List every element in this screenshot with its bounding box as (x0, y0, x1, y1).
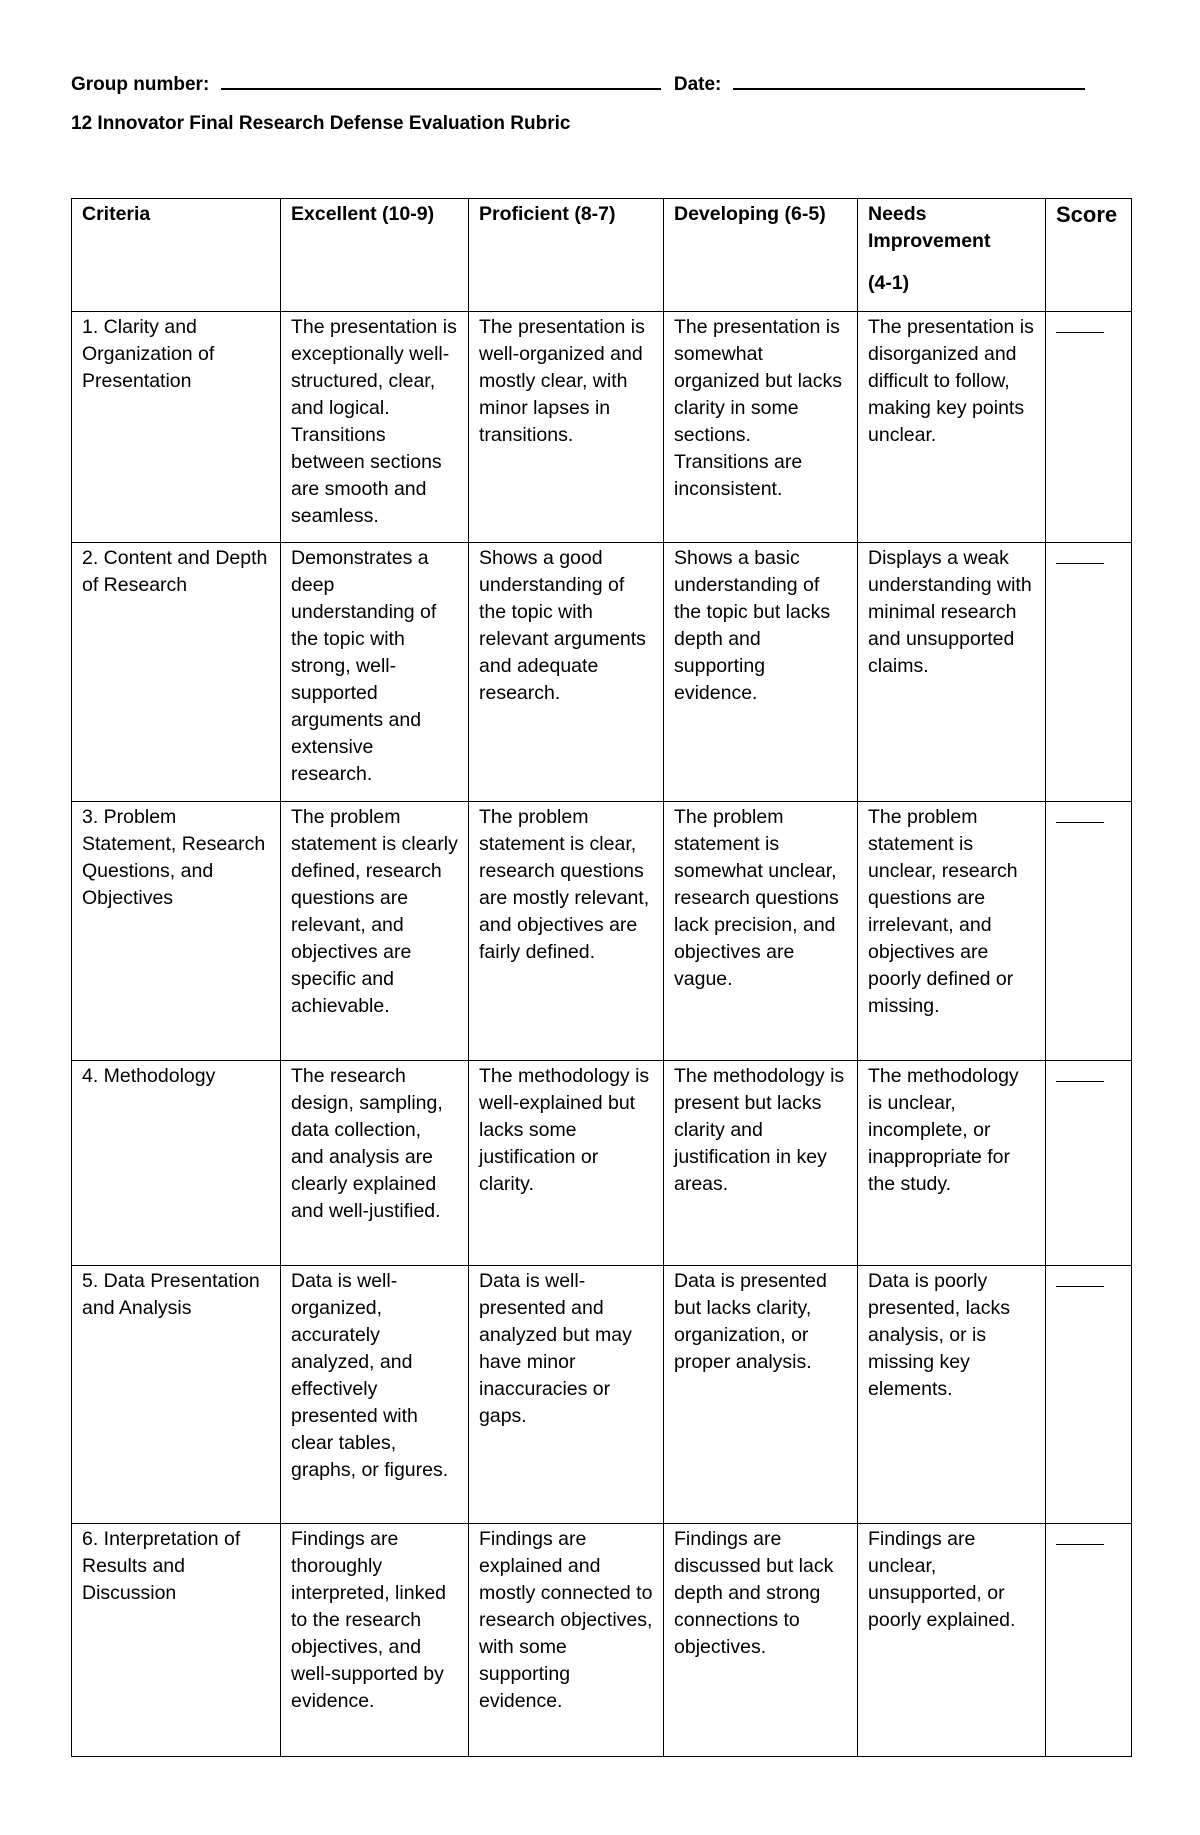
criteria-cell: 4. Methodology (72, 1061, 281, 1266)
excellent-cell: Demonstrates a deep understanding of the topic with strong, well-supported arguments and extensive research. (281, 543, 469, 802)
developing-cell: Findings are discussed but lack depth and strong connections to objectives. (664, 1524, 858, 1757)
needs-improvement-cell: Displays a weak understanding with minimal research and unsupported claims. (858, 543, 1046, 802)
needs-improvement-label: Needs Improvement (868, 203, 991, 252)
date-label: Date: (673, 74, 722, 95)
col-header-excellent: Excellent (10-9) (281, 199, 469, 312)
needs-improvement-range: (4-1) (868, 272, 910, 294)
col-header-needs-improvement (858, 199, 1046, 312)
col-header-score: Score (1046, 199, 1132, 312)
score-cell[interactable] (1046, 543, 1132, 802)
header-fields (71, 72, 1085, 96)
developing-cell: The problem statement is somewhat unclear, research questions lack precision, and objectives are vague. (664, 802, 858, 1061)
table-row (72, 1266, 1132, 1524)
excellent-cell: Findings are thoroughly interpreted, linked to the research objectives, and well-supported by evidence. (281, 1524, 469, 1757)
excellent-cell: The presentation is exceptionally well-structured, clear, and logical. Transitions between sections are smooth and seamless. (281, 312, 469, 543)
criteria-cell: 1. Clarity and Organization of Presentation (72, 312, 281, 543)
criteria-cell: 2. Content and Depth of Research (72, 543, 281, 802)
excellent-cell: The research design, sampling, data collection, and analysis are clearly explained and well-justified. (281, 1061, 469, 1266)
page-title: 12 Innovator Final Research Defense Evaluation Rubric (71, 113, 571, 134)
excellent-cell: The problem statement is clearly defined, research questions are relevant, and objectives are specific and achievable. (281, 802, 469, 1061)
date-field[interactable] (733, 72, 1085, 90)
developing-cell: Shows a basic understanding of the topic but lacks depth and supporting evidence. (664, 543, 858, 802)
score-blank[interactable] (1056, 318, 1104, 333)
score-cell[interactable] (1046, 312, 1132, 543)
proficient-cell: Shows a good understanding of the topic with relevant arguments and adequate research. (469, 543, 664, 802)
group-number-label: Group number: (71, 74, 210, 95)
group-number-field[interactable] (221, 72, 661, 90)
needs-improvement-cell: Data is poorly presented, lacks analysis, or is missing key elements. (858, 1266, 1046, 1524)
score-blank[interactable] (1056, 549, 1104, 564)
col-header-criteria: Criteria (72, 199, 281, 312)
table-row (72, 802, 1132, 1061)
needs-improvement-cell: The problem statement is unclear, research questions are irrelevant, and objectives are poorly defined or missing. (858, 802, 1046, 1061)
needs-improvement-cell: The presentation is disorganized and difficult to follow, making key points unclear. (858, 312, 1046, 543)
needs-improvement-cell: Findings are unclear, unsupported, or poorly explained. (858, 1524, 1046, 1757)
score-blank[interactable] (1056, 808, 1104, 823)
proficient-cell: The methodology is well-explained but lacks some justification or clarity. (469, 1061, 664, 1266)
developing-cell: The methodology is present but lacks clarity and justification in key areas. (664, 1061, 858, 1266)
proficient-cell: The presentation is well-organized and mostly clear, with minor lapses in transitions. (469, 312, 664, 543)
score-cell[interactable] (1046, 1061, 1132, 1266)
developing-cell: Data is presented but lacks clarity, organization, or proper analysis. (664, 1266, 858, 1524)
criteria-cell: 5. Data Presentation and Analysis (72, 1266, 281, 1524)
score-blank[interactable] (1056, 1067, 1104, 1082)
excellent-cell: Data is well-organized, accurately analyzed, and effectively presented with clear tables, graphs, or figures. (281, 1266, 469, 1524)
criteria-cell: 6. Interpretation of Results and Discussion (72, 1524, 281, 1757)
rubric-table (71, 198, 1132, 1757)
score-cell[interactable] (1046, 1266, 1132, 1524)
score-cell[interactable] (1046, 802, 1132, 1061)
table-row (72, 1061, 1132, 1266)
proficient-cell: The problem statement is clear, research questions are mostly relevant, and objectives are fairly defined. (469, 802, 664, 1061)
table-row (72, 312, 1132, 543)
criteria-cell: 3. Problem Statement, Research Questions, and Objectives (72, 802, 281, 1061)
proficient-cell: Data is well-presented and analyzed but may have minor inaccuracies or gaps. (469, 1266, 664, 1524)
score-cell[interactable] (1046, 1524, 1132, 1757)
col-header-developing: Developing (6-5) (664, 199, 858, 312)
table-row (72, 1524, 1132, 1757)
score-blank[interactable] (1056, 1272, 1104, 1287)
table-row (72, 543, 1132, 802)
developing-cell: The presentation is somewhat organized but lacks clarity in some sections. Transitions are inconsistent. (664, 312, 858, 543)
proficient-cell: Findings are explained and mostly connected to research objectives, with some supporting evidence. (469, 1524, 664, 1757)
header-row (72, 199, 1132, 312)
needs-improvement-cell: The methodology is unclear, incomplete, or inappropriate for the study. (858, 1061, 1046, 1266)
col-header-proficient: Proficient (8-7) (469, 199, 664, 312)
score-blank[interactable] (1056, 1530, 1104, 1545)
